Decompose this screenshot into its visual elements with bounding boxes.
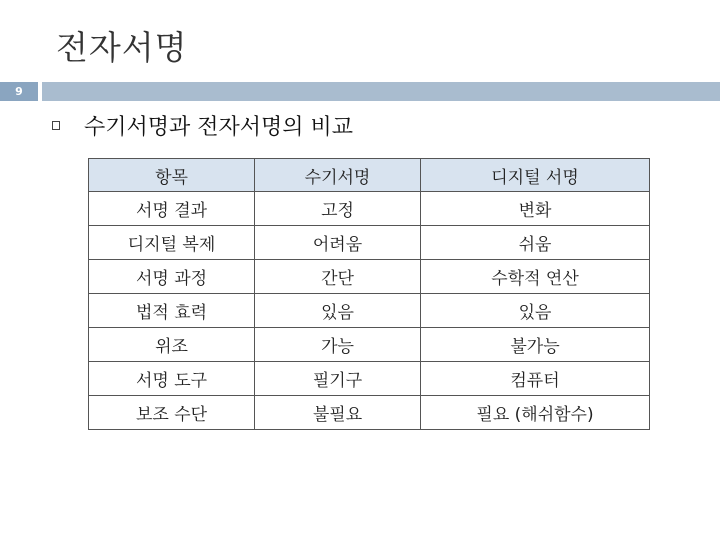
table-cell: 변화 (421, 192, 650, 226)
title-rule-bar (42, 82, 720, 101)
table-cell: 수학적 연산 (421, 260, 650, 294)
table-row (89, 294, 650, 328)
table-cell: 위조 (89, 328, 255, 362)
table-cell: 가능 (255, 328, 421, 362)
header-cell-handwritten: 수기서명 (255, 159, 421, 192)
table-cell: 어려움 (255, 226, 421, 260)
comparison-table (88, 158, 650, 430)
table-row (89, 362, 650, 396)
table-cell: 고정 (255, 192, 421, 226)
table-cell: 있음 (255, 294, 421, 328)
bullet-text: 수기서명과 전자서명의 비교 (84, 115, 354, 140)
table-row (89, 396, 650, 430)
header-cell-digital: 디지털 서명 (421, 159, 650, 192)
table-row (89, 328, 650, 362)
square-bullet-icon (52, 121, 60, 130)
slide-title: 전자서명 (56, 28, 188, 67)
table-cell: 보조 수단 (89, 396, 255, 430)
table-header-row (89, 159, 650, 192)
table-cell: 서명 도구 (89, 362, 255, 396)
table-cell: 필기구 (255, 362, 421, 396)
table-cell: 서명 과정 (89, 260, 255, 294)
table-cell: 간단 (255, 260, 421, 294)
table-cell: 필요 (해쉬함수) (421, 396, 650, 430)
table-row (89, 226, 650, 260)
table-row (89, 192, 650, 226)
table-cell: 있음 (421, 294, 650, 328)
table-cell: 쉬움 (421, 226, 650, 260)
table-cell: 컴퓨터 (421, 362, 650, 396)
table-row (89, 260, 650, 294)
table-cell: 불가능 (421, 328, 650, 362)
table-cell: 디지털 복제 (89, 226, 255, 260)
header-cell-item: 항목 (89, 159, 255, 192)
table-cell: 법적 효력 (89, 294, 255, 328)
table-cell: 서명 결과 (89, 192, 255, 226)
slide-number: 9 (0, 82, 38, 101)
table-cell: 불필요 (255, 396, 421, 430)
